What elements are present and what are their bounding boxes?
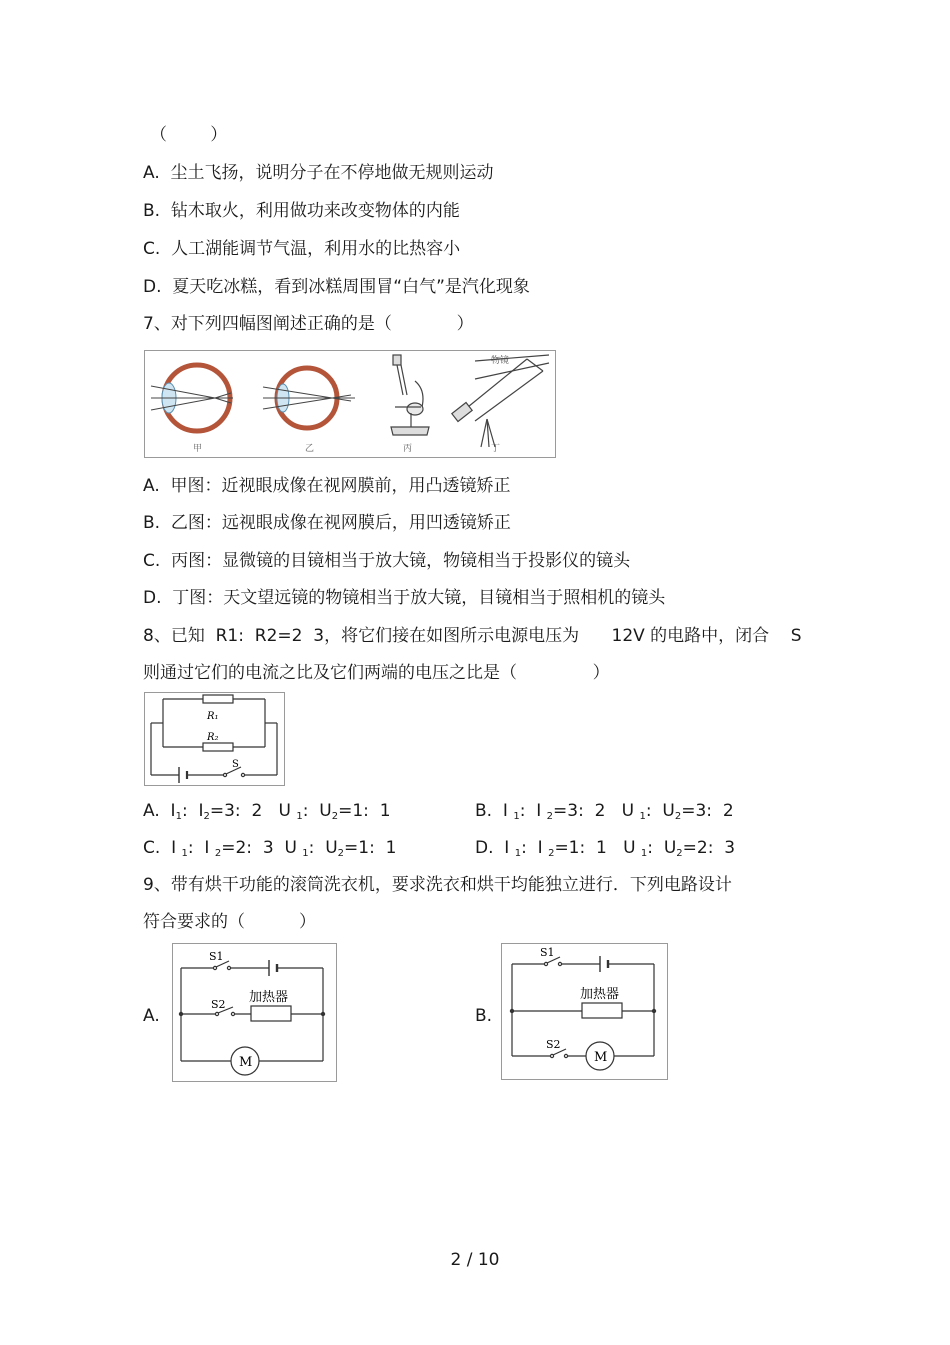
label-bing: 丙 [403, 444, 413, 454]
eye-diagram-jia [151, 365, 233, 431]
q9-stem-line1: 9、带有烘干功能的滚筒洗衣机，要求洗衣和烘干均能独立进行．下列电路设计 [143, 875, 732, 895]
figure-note-objective: 物镜 [491, 356, 510, 366]
parallel-circuit [145, 693, 284, 785]
resistor-r1 [203, 695, 233, 703]
q7-option-d: D. 丁图：天文望远镜的物镜相当于放大镜，目镜相当于照相机的镜头 [143, 588, 666, 608]
q7-option-c: C. 丙图：显微镜的目镜相当于放大镜，物镜相当于投影仪的镜头 [143, 551, 631, 571]
label-motor: M [239, 1055, 253, 1070]
label-jia: 甲 [193, 444, 203, 454]
label-s1: S1 [540, 946, 555, 959]
q9-circuit-a [172, 943, 337, 1082]
battery-icon [600, 956, 608, 972]
q9-stem-line2: 符合要求的（ ） [143, 912, 317, 932]
heater-resistor [251, 1006, 291, 1021]
page-number: 2 / 10 [450, 1250, 500, 1270]
label-motor: M [594, 1050, 608, 1065]
q8-circuit-figure [144, 692, 285, 786]
label-ding: 丁 [491, 444, 501, 454]
q6-option-c: C. 人工湖能调节气温，利用水的比热容小 [143, 239, 461, 259]
q9-circuit-b [501, 943, 668, 1080]
label-s1: S1 [209, 950, 224, 963]
circuit-b [502, 944, 667, 1079]
optics-diagrams [145, 351, 555, 457]
q7-stem: 7、对下列四幅图阐述正确的是（ ） [143, 314, 474, 334]
battery-icon [179, 767, 187, 783]
q6-stem-tail: （ ） [150, 125, 228, 145]
q8-option-c: C. I 1: I 2=2: 3 U 1: U2=1: 1 [143, 838, 397, 859]
heater-resistor [582, 1003, 622, 1018]
label-heater: 加热器 [580, 987, 620, 1002]
label-heater: 加热器 [249, 990, 289, 1005]
eye-diagram-yi [263, 368, 355, 428]
microscope-icon [391, 355, 429, 435]
q7-figure [144, 350, 556, 458]
circuit-a [173, 944, 336, 1081]
battery-icon [269, 960, 277, 976]
resistor-r2 [203, 743, 233, 751]
q9-option-a-letter: A. [143, 1006, 160, 1026]
label-yi: 乙 [305, 444, 315, 454]
q8-stem-line2: 则通过它们的电流之比及它们两端的电压之比是（ ） [143, 663, 610, 683]
telescope-icon [452, 355, 549, 447]
q8-option-b: B. I 1: I 2=3: 2 U 1: U2=3: 2 [475, 801, 734, 822]
label-s: S [232, 759, 239, 770]
label-r2: R₂ [207, 732, 219, 743]
label-r1: R₁ [207, 711, 219, 722]
q8-option-d: D. I 1: I 2=1: 1 U 1: U2=2: 3 [475, 838, 736, 859]
q6-option-d: D. 夏天吃冰糕，看到冰糕周围冒“白气”是汽化现象 [143, 277, 530, 297]
q9-option-b-letter: B. [475, 1006, 493, 1026]
label-s2: S2 [546, 1038, 561, 1051]
q6-option-b: B. 钻木取火，利用做功来改变物体的内能 [143, 201, 460, 221]
q8-option-a: A. I1: I2=3: 2 U 1: U2=1: 1 [143, 801, 391, 822]
q6-option-a: A. 尘土飞扬，说明分子在不停地做无规则运动 [143, 163, 494, 183]
q8-stem-line1: 8、已知 R1: R2=2 3，将它们接在如图所示电源电压为 12V 的电路中，闭合 S [143, 626, 802, 646]
q7-option-b: B. 乙图：远视眼成像在视网膜后，用凹透镜矫正 [143, 513, 511, 533]
label-s2: S2 [211, 998, 226, 1011]
q7-option-a: A. 甲图：近视眼成像在视网膜前，用凸透镜矫正 [143, 476, 511, 496]
